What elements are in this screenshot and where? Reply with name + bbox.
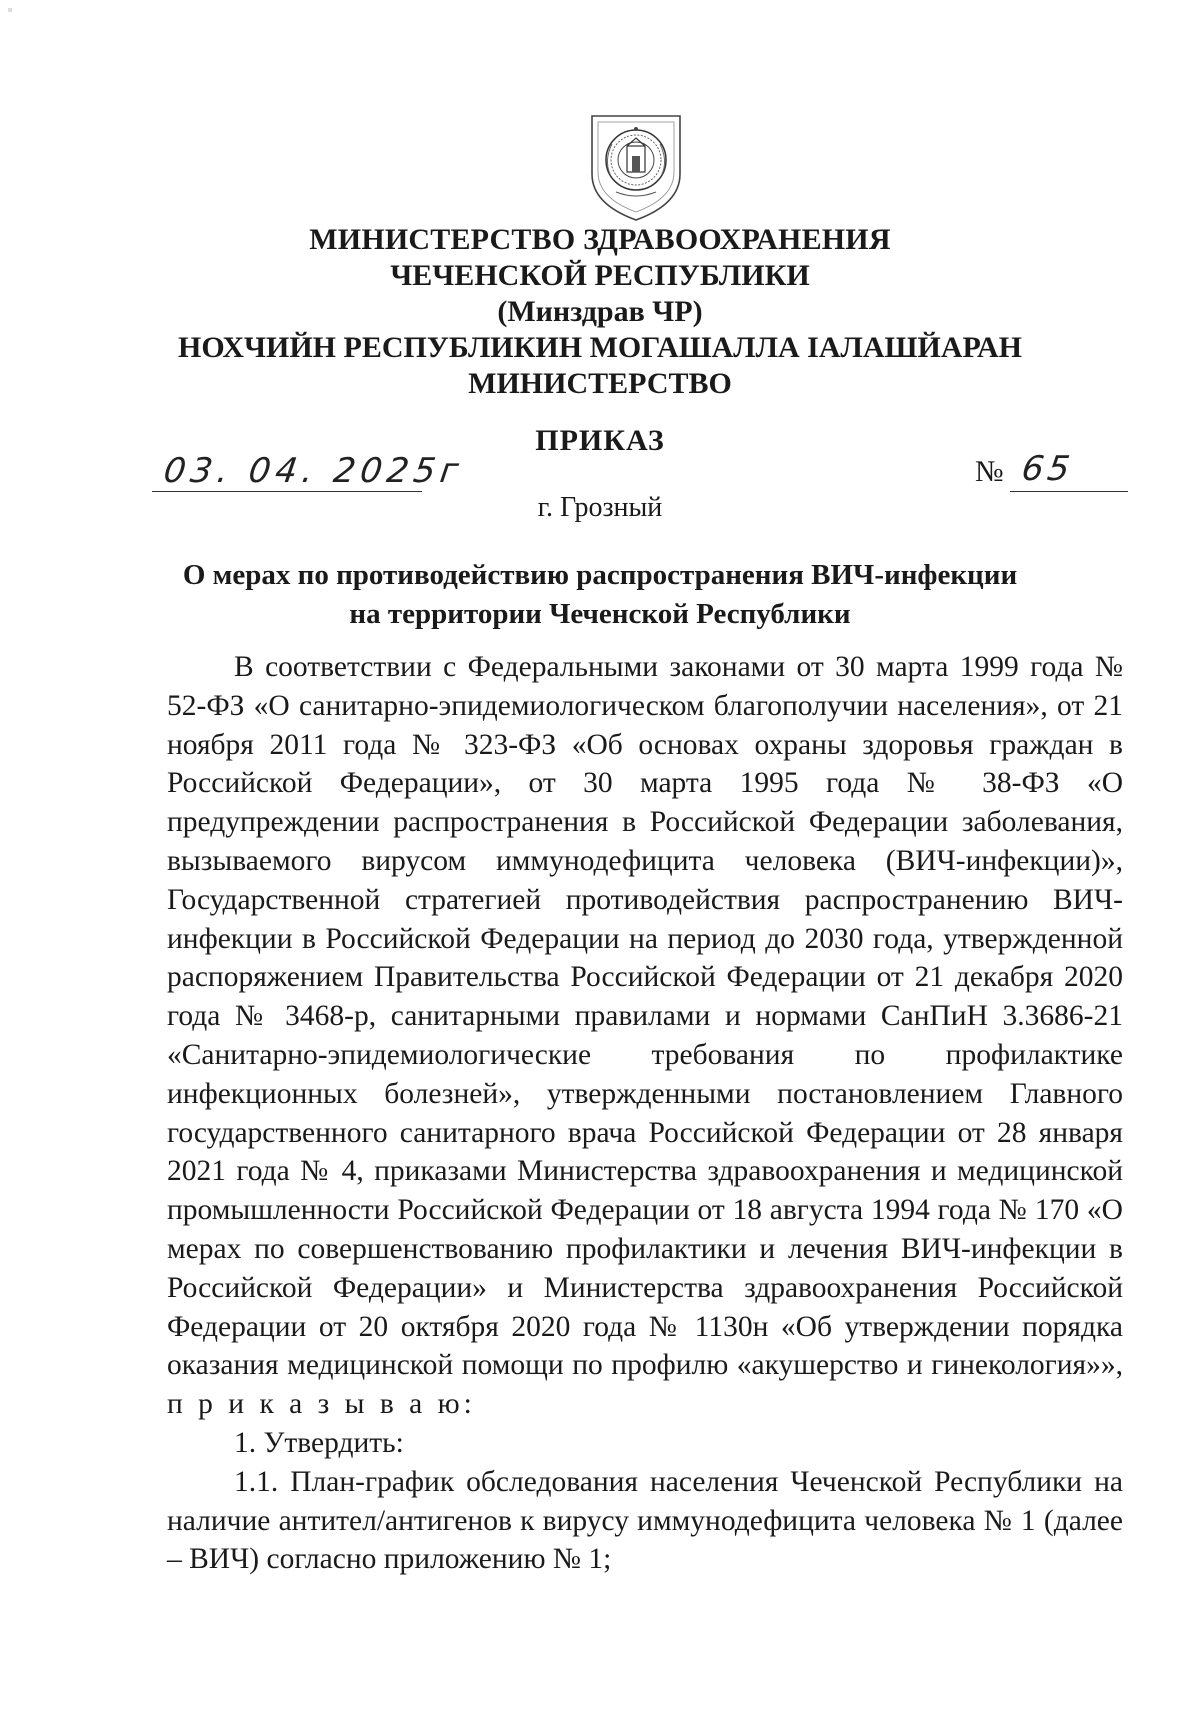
item-1: 1. Утвердить: [234, 1426, 404, 1459]
scan-artifact [8, 8, 12, 12]
order-city: г. Грозный [537, 492, 663, 523]
coat-of-arms-emblem [586, 112, 686, 224]
header-line-abbrev: (Минздрав ЧР) [497, 295, 703, 328]
item-1-1: 1.1. План-график обследования населения Чеченской Республики на наличие антител/антигенов к вирусу иммунодефицита человека № 1 (далее – ВИЧ) согласно приложению № 1; [167, 1465, 1123, 1576]
order-number-handwritten: 65 [1019, 449, 1077, 489]
order-number-field [1010, 451, 1128, 492]
order-body [167, 648, 1123, 1579]
subject-line-2: на территории Чеченской Республики [349, 598, 851, 630]
header-line-republic: ЧЕЧЕНСКОЙ РЕСПУБЛИКИ [390, 259, 810, 292]
order-title: ПРИКАЗ [535, 424, 665, 457]
header-line-chechen: НОХЧИЙН РЕСПУБЛИКИН МОГАШАЛЛА ІАЛАШЙАРАН [178, 331, 1022, 364]
order-date-handwritten: 03. 04. 2025г [161, 451, 466, 491]
header-line-ministry: МИНИСТЕРСТВО ЗДРАВООХРАНЕНИЯ [309, 223, 891, 256]
order-word: п р и к а з ы в а ю: [167, 1388, 476, 1421]
header-line-ministry-chechen: МИНИСТЕРСТВО [468, 367, 732, 400]
ministry-header [0, 222, 1200, 402]
preamble-text: В соответствии с Федеральными законами от 30 марта 1999 года № 52-ФЗ «О санитарно-эпидемиологическом благополучии населения», от 21 ноября 2011 года № 323-ФЗ «Об основах охраны здоровья граждан в Российской Федерации», от 30 марта 1995 года № 38-ФЗ «О предупреждении распространения в Российской Федерации заболевания, вызываемого вирусом иммунодефицита человека (ВИЧ-инфекции)», Государственной стратегией противодействия распространению ВИЧ-инфекции в Российской Федерации на период до 2030 года, утвержденной распоряжением Правительства Российской Федерации от 21 декабря 2020 года № 3468-р, санитарными правилами и нормами СанПиН 3.3686-21 «Санитарно-эпидемиологические требования по профилактике инфекционных болезней», утвержденными постановлением Главного государственного санитарного врача Российской Федерации от 28 января 2021 года № 4, приказами Министерства здравоохранения и медицинской промышленности Российской Федерации от 18 августа 1994 года № 170 «О мерах по совершенствованию профилактики и лечения ВИЧ-инфекции в Российской Федерации» и Министерства здравоохранения Российской Федерации от 20 октября 2020 года № 1130н «Об утверждении порядка оказания медицинской помощи по профилю «акушерство и гинекология»», [167, 651, 1123, 1382]
order-subject [0, 556, 1200, 634]
order-date-field [152, 451, 466, 492]
subject-line-1: О мерах по противодействию распространения ВИЧ-инфекции [182, 559, 1018, 591]
preamble-paragraph [167, 648, 1123, 1424]
order-number-label: № [975, 455, 1004, 488]
